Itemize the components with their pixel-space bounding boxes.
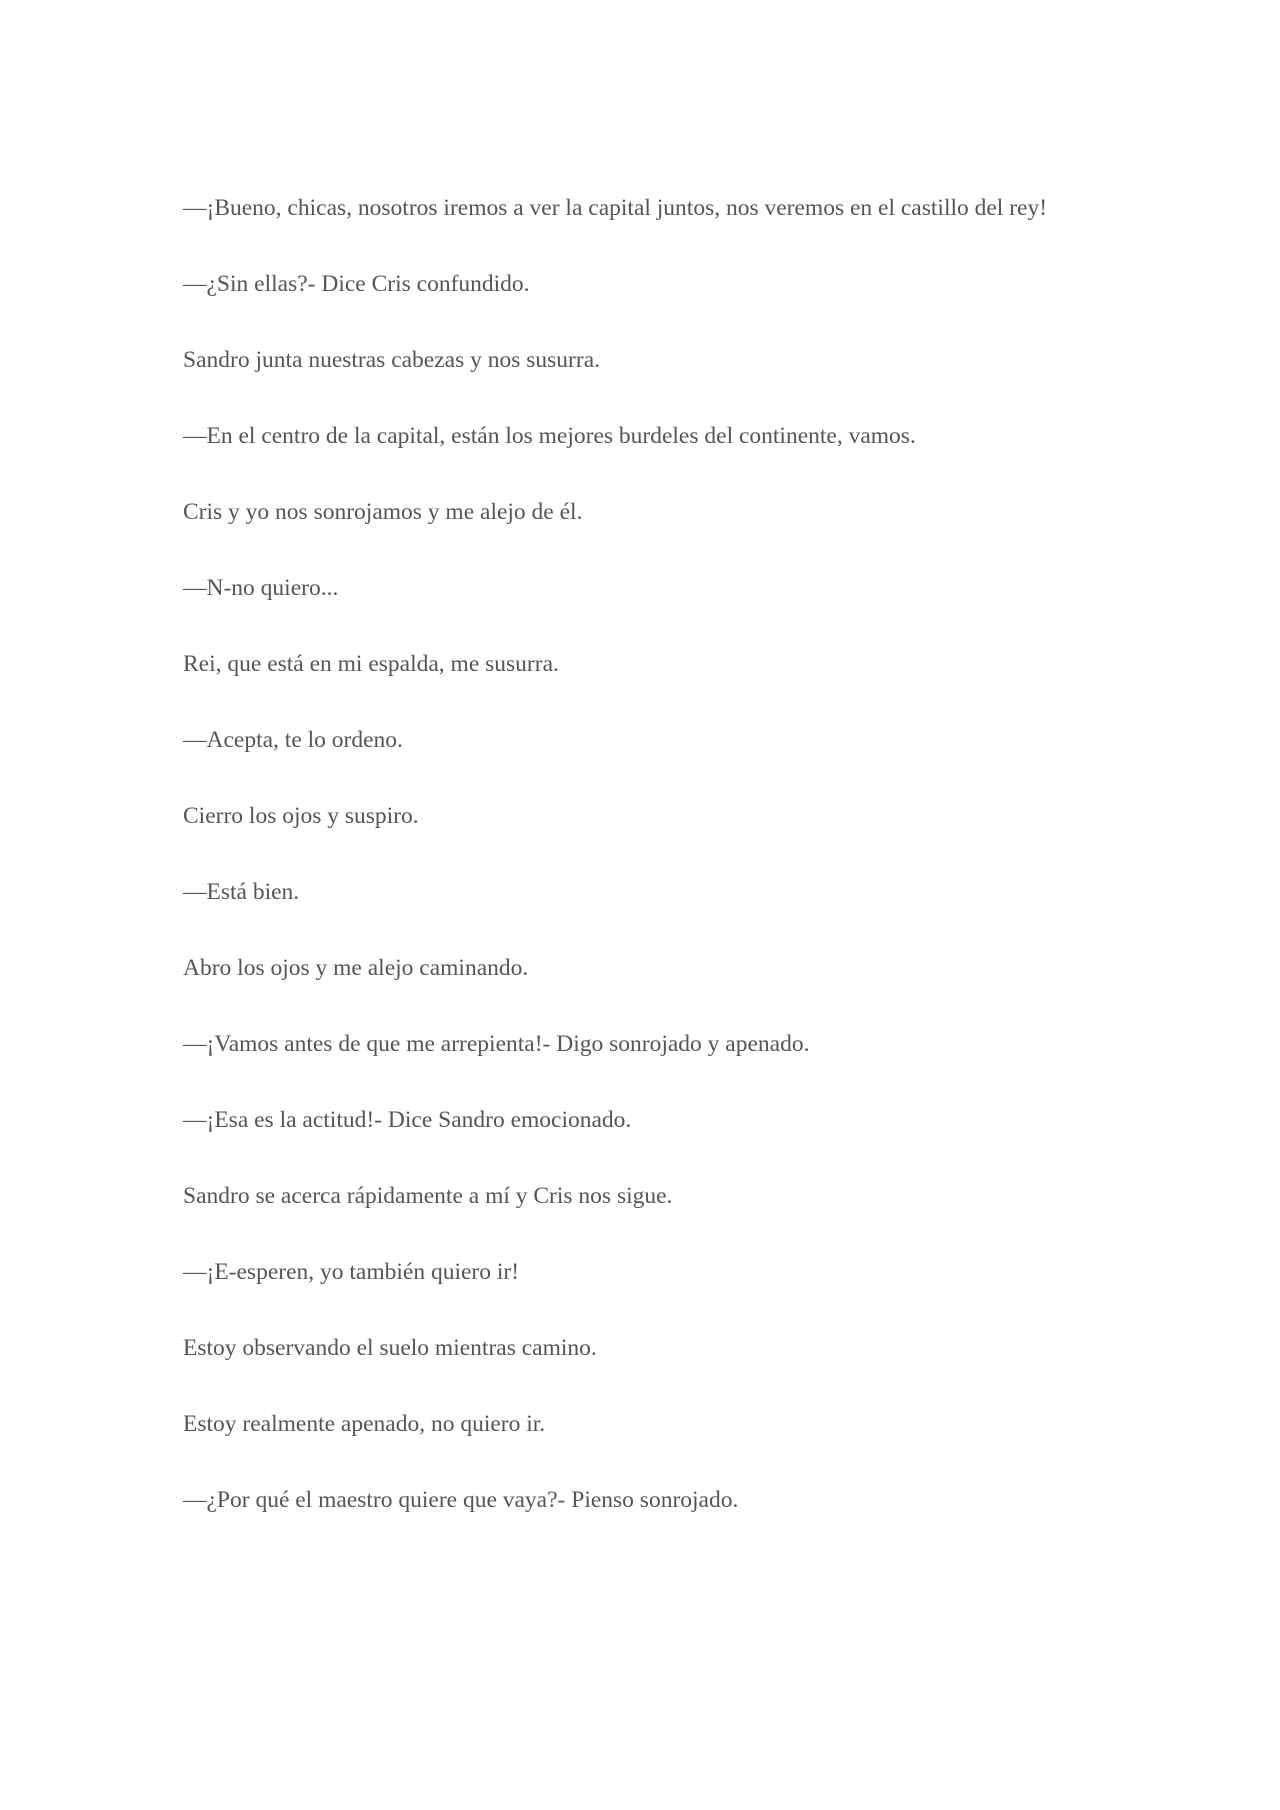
paragraph: Rei, que está en mi espalda, me susurra. <box>183 651 559 677</box>
paragraph: —¿Sin ellas?- Dice Cris confundido. <box>183 271 530 297</box>
paragraph: —¡Esa es la actitud!- Dice Sandro emocionado. <box>183 1107 632 1133</box>
paragraph: —Acepta, te lo ordeno. <box>183 727 403 753</box>
document-body <box>183 178 1103 1546</box>
paragraph: —N-no quiero... <box>183 575 339 601</box>
paragraph: —En el centro de la capital, están los mejores burdeles del continente, vamos. <box>183 423 916 449</box>
paragraph: Estoy realmente apenado, no quiero ir. <box>183 1411 546 1437</box>
paragraph: Abro los ojos y me alejo caminando. <box>183 955 529 981</box>
paragraph: —Está bien. <box>183 879 300 905</box>
paragraph: Cris y yo nos sonrojamos y me alejo de él. <box>183 499 583 525</box>
paragraph: Sandro junta nuestras cabezas y nos susurra. <box>183 347 601 373</box>
paragraph: —¡E-esperen, yo también quiero ir! <box>183 1259 520 1285</box>
paragraph: Sandro se acerca rápidamente a mí y Cris nos sigue. <box>183 1183 673 1209</box>
paragraph: Estoy observando el suelo mientras camino. <box>183 1335 597 1361</box>
paragraph: —¿Por qué el maestro quiere que vaya?- Pienso sonrojado. <box>183 1487 739 1513</box>
paragraph: Cierro los ojos y suspiro. <box>183 803 419 829</box>
paragraph: —¡Vamos antes de que me arrepienta!- Digo sonrojado y apenado. <box>183 1031 810 1057</box>
paragraph: —¡Bueno, chicas, nosotros iremos a ver la capital juntos, nos veremos en el castillo del rey! <box>183 195 1048 221</box>
